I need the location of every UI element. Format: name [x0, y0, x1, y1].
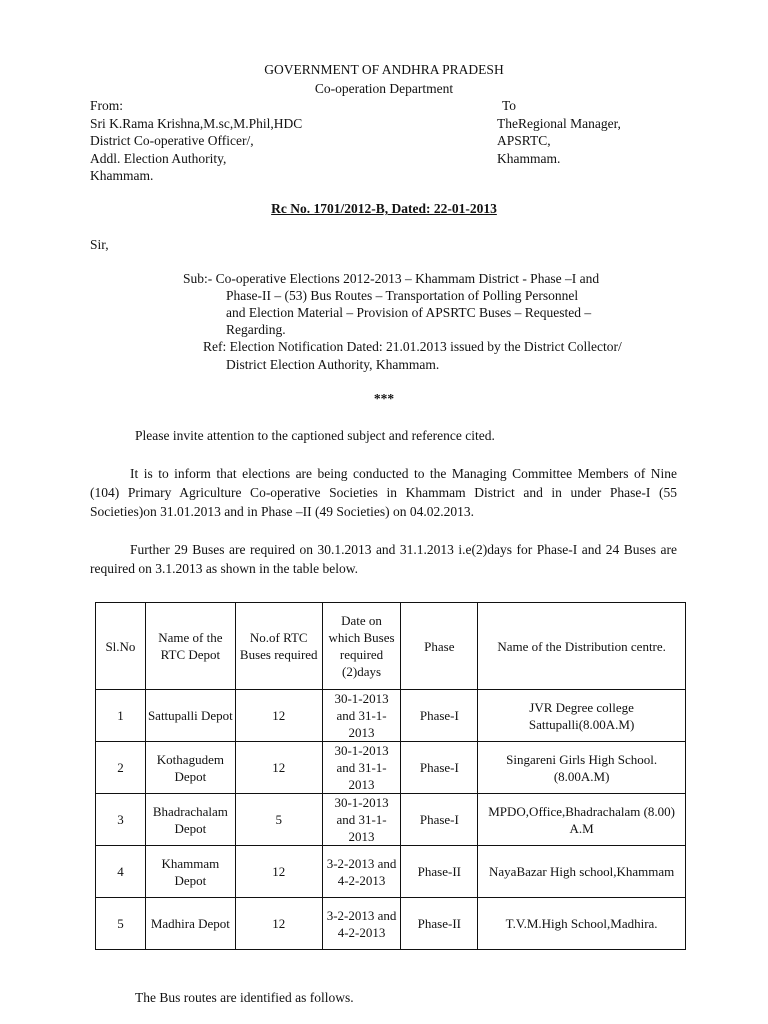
cell-depot: Kothagudem Depot	[145, 742, 235, 794]
table-header-row	[96, 603, 686, 690]
cell-depot: Sattupalli Depot	[145, 690, 235, 742]
cell-centre: MPDO,Office,Bhadrachalam (8.00) A.M	[478, 794, 686, 846]
cell-buses: 12	[235, 690, 322, 742]
subject-line-1: Sub:- Co-operative Elections 2012-2013 – Khammam District - Phase –I and	[183, 271, 600, 286]
header-depot: Name of the RTC Depot	[145, 603, 235, 690]
cell-date: 30-1-2013 and 31-1-2013	[322, 690, 401, 742]
cell-buses: 5	[235, 794, 322, 846]
cell-sl-no: 3	[96, 794, 146, 846]
subject-line-3: and Election Material – Provision of APSRTC Buses – Requested –	[226, 305, 592, 320]
header-buses: No.of RTC Buses required	[235, 603, 322, 690]
from-line-3: Addl. Election Authority,	[90, 151, 227, 166]
to-label: To	[502, 98, 517, 113]
to-line-1: TheRegional Manager,	[497, 116, 621, 131]
reference-line-1: Ref: Election Notification Dated: 21.01.2013 issued by the District Collector/	[203, 339, 622, 354]
government-title: GOVERNMENT OF ANDHRA PRADESH	[264, 62, 504, 77]
cell-centre: JVR Degree college Sattupalli(8.00A.M)	[478, 690, 686, 742]
cell-phase: Phase-I	[401, 690, 478, 742]
table-row	[96, 742, 686, 794]
cell-date: 3-2-2013 and 4-2-2013	[322, 898, 401, 950]
subject-line-2: Phase-II – (53) Bus Routes – Transportation of Polling Personnel	[226, 288, 579, 303]
to-line-3: Khammam.	[497, 151, 561, 166]
header-sl-no: Sl.No	[96, 603, 146, 690]
to-line-2: APSRTC,	[497, 133, 551, 148]
cell-sl-no: 2	[96, 742, 146, 794]
salutation: Sir,	[90, 237, 109, 252]
cell-centre: T.V.M.High School,Madhira.	[478, 898, 686, 950]
header-centre: Name of the Distribution centre.	[478, 603, 686, 690]
cell-phase: Phase-I	[401, 742, 478, 794]
paragraph-2: It is to inform that elections are being conducted to the Managing Committee Members of Nine (104) Primary Agriculture Co-operative Societies in Khammam District and in under Phase-I (55 Societies)on 31.01.2013 and in Phase –II (49 Societies) on 04.02.2013.	[90, 466, 677, 519]
cell-centre: NayaBazar High school,Khammam	[478, 846, 686, 898]
from-line-2: District Co-operative Officer/,	[90, 133, 254, 148]
header-phase: Phase	[401, 603, 478, 690]
from-line-4: Khammam.	[90, 168, 154, 183]
cell-phase: Phase-II	[401, 846, 478, 898]
cell-depot: Bhadrachalam Depot	[145, 794, 235, 846]
table-row	[96, 898, 686, 950]
from-line-1: Sri K.Rama Krishna,M.sc,M.Phil,HDC	[90, 116, 303, 131]
cell-sl-no: 4	[96, 846, 146, 898]
table-row	[96, 690, 686, 742]
closing-line: The Bus routes are identified as follows.	[135, 990, 354, 1005]
cell-buses: 12	[235, 898, 322, 950]
cell-buses: 12	[235, 742, 322, 794]
cell-depot: Madhira Depot	[145, 898, 235, 950]
paragraph-3: Further 29 Buses are required on 30.1.2013 and 31.1.2013 i.e(2)days for Phase-I and 24 Buses are required on 3.1.2013 as shown in the table below.	[90, 542, 677, 576]
table-row	[96, 846, 686, 898]
cell-centre: Singareni Girls High School.(8.00A.M)	[478, 742, 686, 794]
cell-buses: 12	[235, 846, 322, 898]
reference-line-2: District Election Authority, Khammam.	[226, 357, 440, 372]
cell-phase: Phase-II	[401, 898, 478, 950]
cell-sl-no: 5	[96, 898, 146, 950]
cell-date: 30-1-2013 and 31-1-2013	[322, 794, 401, 846]
cell-date: 30-1-2013 and 31-1-2013	[322, 742, 401, 794]
department-title: Co-operation Department	[314, 81, 454, 96]
from-label: From:	[90, 98, 124, 113]
separator: ***	[373, 391, 395, 406]
cell-date: 3-2-2013 and 4-2-2013	[322, 846, 401, 898]
subject-line-4: Regarding.	[226, 322, 286, 337]
cell-phase: Phase-I	[401, 794, 478, 846]
cell-depot: Khammam Depot	[145, 846, 235, 898]
bus-table	[95, 602, 686, 950]
table-row	[96, 794, 686, 846]
cell-sl-no: 1	[96, 690, 146, 742]
reference-number: Rc No. 1701/2012-B, Dated: 22-01-2013	[271, 201, 497, 216]
header-date: Date on which Buses required (2)days	[322, 603, 401, 690]
paragraph-1: Please invite attention to the captioned subject and reference cited.	[135, 428, 495, 443]
